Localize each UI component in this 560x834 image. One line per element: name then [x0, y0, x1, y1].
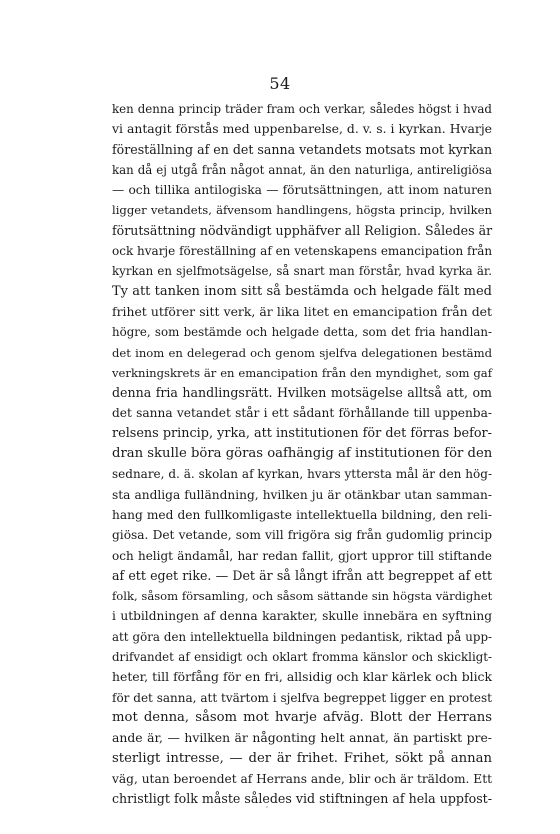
text-line: hang med den fullkomligaste intellektuella bildning, den reli-: [112, 507, 492, 522]
page-number: 54: [269, 74, 291, 93]
text-line: ande är, — hvilken är någonting helt annat, än partiskt pre-: [112, 730, 492, 746]
text-line: det inom en delegerad och genom sjelfva delegationen bestämd: [112, 345, 492, 360]
text-line: — och tillika antilogiska — förutsättningen, att inom naturen: [112, 183, 492, 198]
text-line: relsens princip, yrka, att institutionen för det förras befor-: [112, 425, 492, 441]
text-line: för det sanna, att tvärtom i sjelfva begreppet ligger en protest: [112, 690, 492, 705]
text-line: af ett eget rike. — Det är så långt ifrån att begreppet af ett: [112, 567, 492, 583]
text-line: föreställning af en det sanna vetandets motsats mot kyrkan: [112, 141, 493, 157]
text-line: heter, till förfång för en fri, allsidig och klar kärlek och blick: [112, 669, 492, 685]
text-line: folk, såsom församling, och såsom sättande sin högsta värdighet: [112, 589, 493, 604]
text-line: giösa. Det vetande, som vill frigöra sig från gudomlig princip: [112, 528, 492, 543]
text-line: sterligt intresse, — der är frihet. Frihet, sökt på annan: [112, 750, 492, 766]
text-line: drifvandet af ensidigt och oklart fromma känslor och skickligt-: [112, 650, 492, 665]
text-line: verkningskrets är en emancipation från den myndighet, som gaf: [112, 365, 492, 380]
text-line: kan då ej utgå från något annat, än den naturliga, antireligiösa: [112, 162, 492, 177]
text-line: Ty att tanken inom sitt så bestämda och helgade fält med: [112, 283, 492, 299]
text-line: sta andliga fulländning, hvilken ju är otänkbar utan samman-: [112, 487, 492, 502]
text-line: och heligt ändamål, har redan fallit, gjort uppror till stiftande: [112, 548, 492, 563]
text-line: mot denna, såsom mot hvarje afväg. Blott der Herrans: [112, 709, 492, 725]
text-line: frihet utförer sitt verk, är lika litet en emancipation från det: [112, 303, 492, 319]
text-line: högre, som bestämde och helgade detta, som det fria handlan-: [112, 325, 492, 340]
body-text: [112, 99, 492, 809]
text-line: i utbildningen af denna karakter, skulle innebära en syftning: [112, 609, 492, 624]
text-line: denna fria handlingsrätt. Hvilken motsägelse alltså att, om: [112, 385, 492, 401]
text-line: att göra den intellektuella bildningen pedantisk, riktad på upp-: [112, 629, 492, 644]
text-line: vi antagit förstås med uppenbarelse, d. v. s. i kyrkan. Hvarje: [112, 121, 492, 137]
text-line: förutsättning nödvändigt upphäfver all Religion. Således är: [112, 222, 493, 238]
text-line: dran skulle böra göras oafhängig af institutionen för den: [112, 446, 493, 462]
text-line: christligt folk måste således vid stiftningen af hela uppfost-: [112, 791, 492, 807]
text-line: ock hvarje föreställning af en vetenskapens emancipation från: [112, 244, 493, 259]
paper-speck: [266, 806, 268, 808]
text-line: sednare, d. ä. skolan af kyrkan, hvars yttersta mål är den hög-: [112, 467, 492, 482]
text-line: ken denna princip träder fram och verkar, således högst i hvad: [112, 102, 492, 116]
text-line: väg, utan beroendet af Herrans ande, blir och är träldom. Ett: [112, 771, 492, 786]
text-line: kyrkan en sjelfmotsägelse, så snart man förstår, hvad kyrka är.: [112, 264, 492, 279]
text-line: ligger vetandets, äfvensom handlingens, högsta princip, hvilken: [112, 203, 492, 218]
text-line: det sanna vetandet står i ett sådant förhållande till uppenba-: [112, 406, 492, 421]
